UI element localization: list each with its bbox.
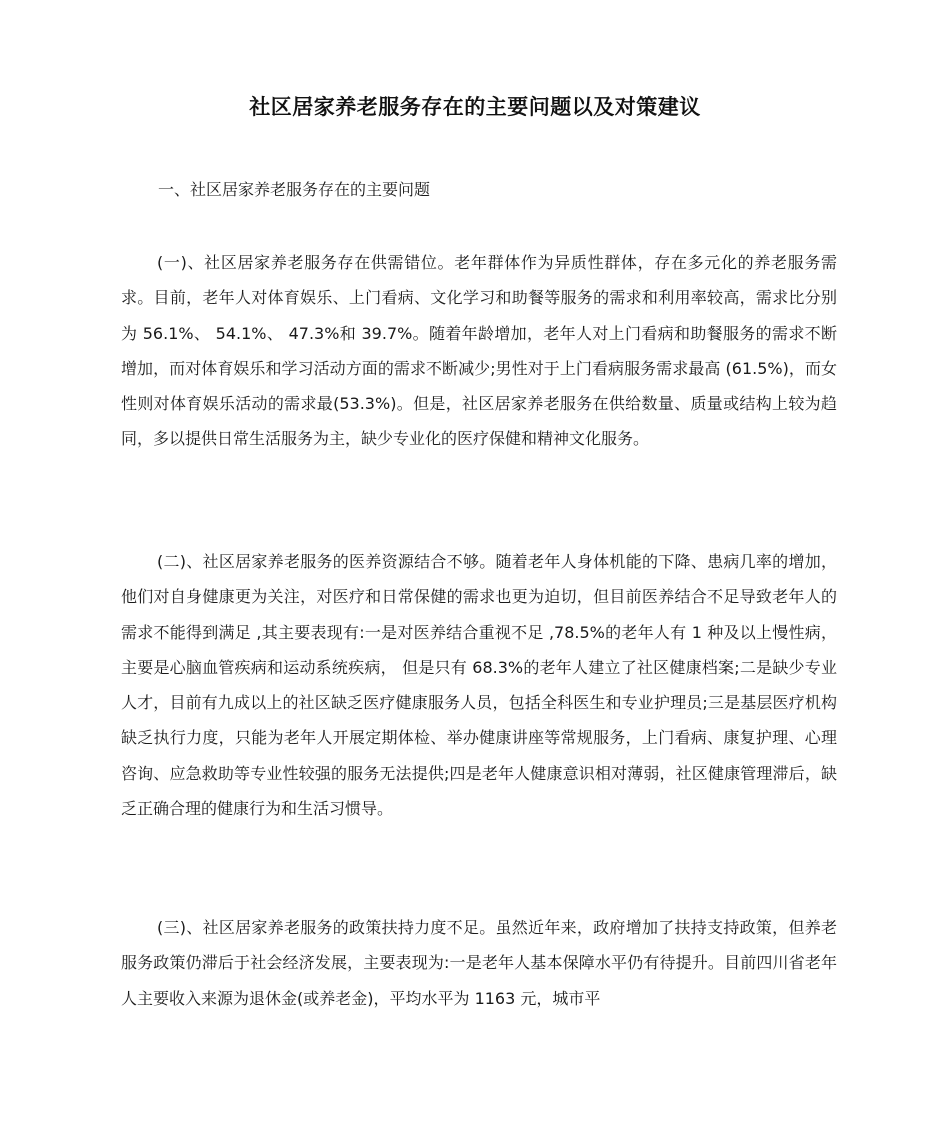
section-heading: 一、社区居家养老服务存在的主要问题 [158,180,431,199]
document-title: 社区居家养老服务存在的主要问题以及对策建议 [249,95,701,119]
paragraph-3: (三)、社区居家养老服务的政策扶持力度不足。虽然近年来，政府增加了扶持支持政策，但养老服务政策仍滞后于社会经济发展，主要表现为:一是老年人基本保障水平仍有待提升。目前四川省老年人主要收入来源为退休金(或养老金)，平均水平为 1163 元，城市平 [121,918,837,1008]
paragraph-1: (一)、社区居家养老服务存在供需错位。老年群体作为异质性群体，存在多元化的养老服务需求。目前，老年人对体育娱乐、上门看病、文化学习和助餐等服务的需求和利用率较高，需求比分别为 56.1%、 54.1%、 47.3%和 39.7%。随着年龄增加，老年人对上门看病和助餐服务的需求不断增加，而对体育娱乐和学习活动方面的需求不断减少;男性对于上门看病服务需求最高 (61.5%)，而女性则对体育娱乐活动的需求最(53.3%)。但是，社区居家养老服务在供给数量、质量或结构上较为趋同，多以提供日常生活服务为主，缺少专业化的医疗保健和精神文化服务。 [121,253,837,449]
paragraph-2: (二)、社区居家养老服务的医养资源结合不够。随着老年人身体机能的下降、患病几率的增加，他们对自身健康更为关注，对医疗和日常保健的需求也更为迫切，但目前医养结合不足导致老年人的需求不能得到满足 ,其主要表现有:一是对医养结合重视不足 ,78.5%的老年人有 1 种及以上慢性病，主要是心脑血管疾病和运动系统疾病， 但是只有 68.3%的老年人建立了社区健康档案;二是缺少专业人才，目前有九成以上的社区缺乏医疗健康服务人员，包括全科医生和专业护理员;三是基层医疗机构缺乏执行力度，只能为老年人开展定期体检、举办健康讲座等常规服务，上门看病、康复护理、心理咨询、应急救助等专业性较强的服务无法提供;四是老年人健康意识相对薄弱，社区健康管理滞后，缺乏正确合理的健康行为和生活习惯导。 [121,552,837,819]
